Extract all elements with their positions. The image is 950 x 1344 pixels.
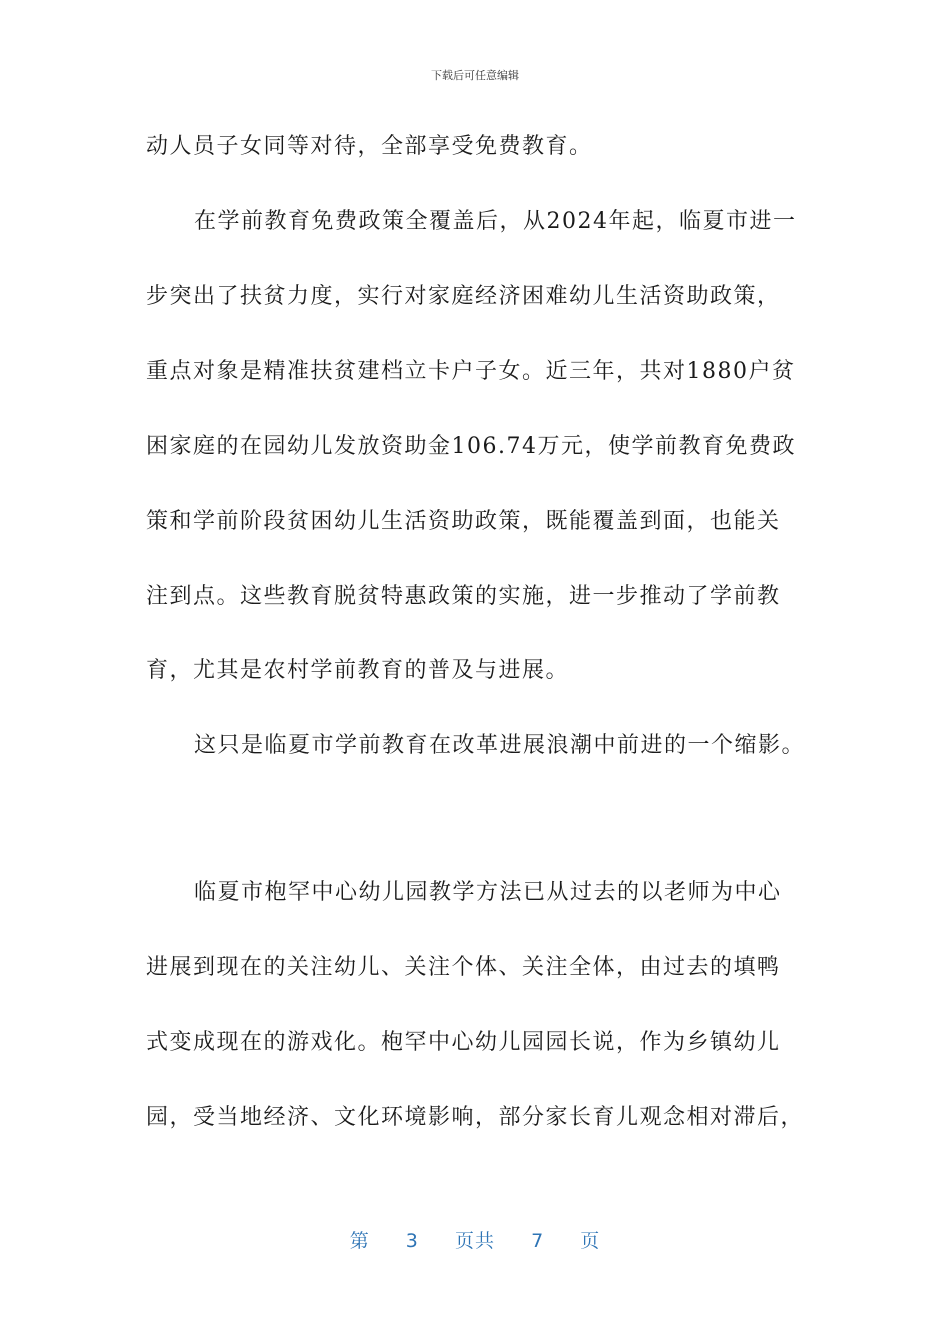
total-pages-number: 7 <box>531 1230 545 1252</box>
header-note: 下载后可任意编辑 <box>431 69 519 82</box>
text-line: 注到点。这些教育脱贫特惠政策的实施，进一步推动了学前教 <box>146 584 781 609</box>
footer-middle: 页共 <box>454 1230 495 1252</box>
text-line: 临夏市枹罕中心幼儿园教学方法已从过去的以老师为中心 <box>194 880 782 905</box>
text-line: 在学前教育免费政策全覆盖后，从2024年起，临夏市进一 <box>194 209 797 234</box>
text-line: 式变成现在的游戏化。枹罕中心幼儿园园长说，作为乡镇幼儿 <box>146 1030 781 1055</box>
footer-suffix: 页 <box>580 1230 601 1252</box>
text-line: 园，受当地经济、文化环境影响，部分家长育儿观念相对滞后， <box>146 1105 805 1130</box>
footer-prefix: 第 <box>349 1230 370 1252</box>
text-line: 这只是临夏市学前教育在改革进展浪潮中前进的一个缩影。 <box>194 733 806 758</box>
text-line: 重点对象是精准扶贫建档立卡户子女。近三年，共对1880户贫 <box>146 359 796 384</box>
text-line: 进展到现在的关注幼儿、关注个体、关注全体，由过去的填鸭 <box>146 955 781 980</box>
page-number-footer <box>0 1226 950 1253</box>
text-line: 动人员子女同等对待，全部享受免费教育。 <box>146 134 593 159</box>
text-line: 策和学前阶段贫困幼儿生活资助政策，既能覆盖到面，也能关 <box>146 509 781 534</box>
text-line: 困家庭的在园幼儿发放资助金106.74万元，使学前教育免费政 <box>146 434 796 459</box>
text-line: 育，尤其是农村学前教育的普及与进展。 <box>146 658 570 683</box>
current-page-number: 3 <box>405 1230 419 1252</box>
text-line: 步突出了扶贫力度，实行对家庭经济困难幼儿生活资助政策， <box>146 284 781 309</box>
